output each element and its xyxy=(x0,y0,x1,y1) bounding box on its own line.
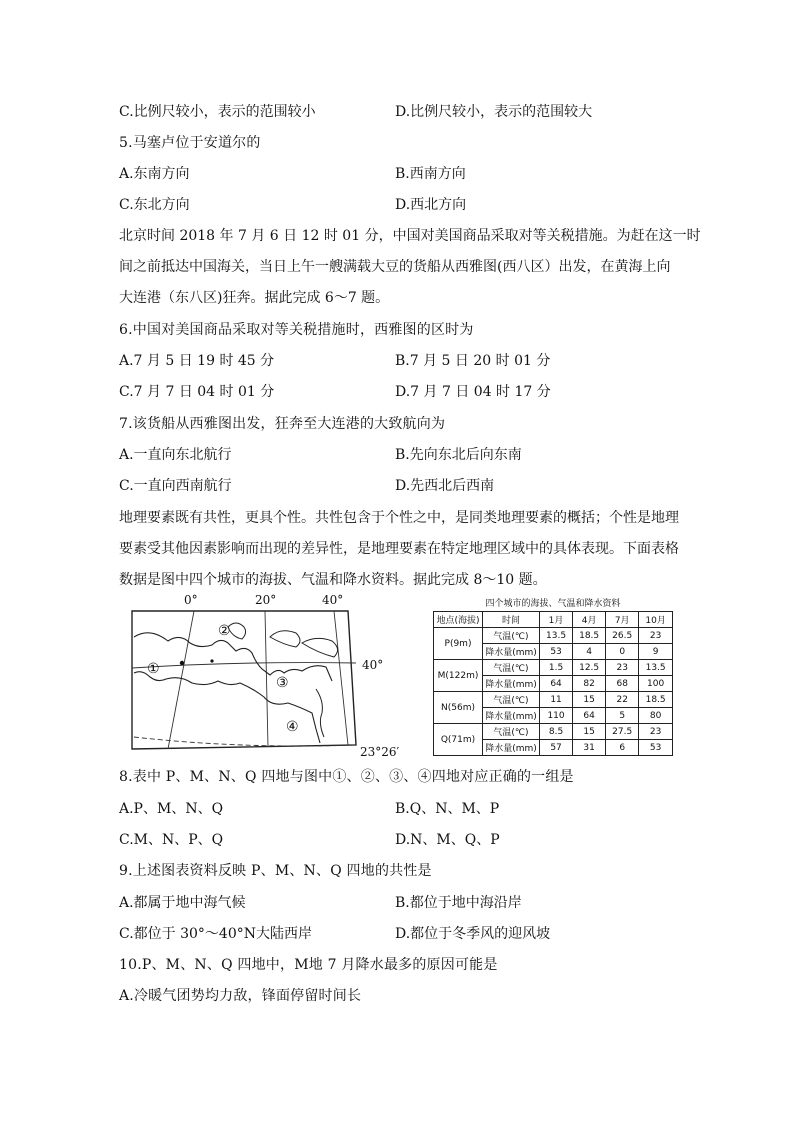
q5-option-a: A.东南方向 xyxy=(119,166,190,182)
row-label: 降水量(mm) xyxy=(483,676,540,692)
table-cell: 18.5 xyxy=(573,628,606,644)
table-cell: 15 xyxy=(573,724,606,740)
table-cell: 11 xyxy=(540,692,573,708)
table-cell: 57 xyxy=(540,740,573,756)
place-cell: N(56m) xyxy=(434,692,483,724)
passage-8-10 xyxy=(119,503,679,596)
row-label: 降水量(mm) xyxy=(483,644,540,660)
q6-option-a: A.7 月 5 日 19 时 45 分 xyxy=(119,353,275,369)
climate-table-block xyxy=(433,598,673,756)
meridian-0 xyxy=(168,611,194,749)
q5-option-c: C.东北方向 xyxy=(119,197,190,213)
row-label: 降水量(mm) xyxy=(483,708,540,724)
table-cell: 68 xyxy=(606,676,639,692)
q9-option-b: B.都位于地中海沿岸 xyxy=(395,895,522,911)
q8-option-d: D.N、M、Q、P xyxy=(395,832,500,848)
q6-option-c: C.7 月 7 日 04 时 01 分 xyxy=(119,384,275,400)
q8-option-a: A.P、M、N、Q xyxy=(119,801,224,817)
table-cell: 80 xyxy=(639,708,673,724)
table-row xyxy=(434,628,673,644)
table-title: 四个城市的海拔、气温和降水资料 xyxy=(485,599,621,609)
q9-option-c: C.都位于 30°～40°N大陆西岸 xyxy=(119,926,312,942)
q7-option-d: D.先西北后西南 xyxy=(395,478,495,494)
header-cell: 地点(海拔) xyxy=(434,612,483,628)
header-cell: 7月 xyxy=(606,612,639,628)
table-cell: 31 xyxy=(573,740,606,756)
map-drawing xyxy=(120,597,420,763)
q4-option-d: D.比例尺较小，表示的范围较大 xyxy=(395,104,593,120)
passage-line: 北京时间 2018 年 7 月 6 日 12 时 01 分，中国对美国商品采取对等关税措施。为赶在这一时 xyxy=(119,228,701,244)
marker-1: ① xyxy=(147,661,160,677)
tropic-line xyxy=(134,737,356,746)
row-label: 气温(℃) xyxy=(483,628,540,644)
passage-line: 要素受其他因素影响而出现的差异性，是地理要素在特定地理区域中的具体表现。下面表格 xyxy=(119,541,679,557)
q9-option-d: D.都位于冬季风的迎风坡 xyxy=(395,926,551,942)
meridian-20 xyxy=(265,611,268,747)
table-cell: 100 xyxy=(639,676,673,692)
q5-option-d: D.西北方向 xyxy=(395,197,467,213)
table-cell: 53 xyxy=(540,644,573,660)
northern-coastline xyxy=(134,633,332,681)
marker-2: ② xyxy=(218,623,231,639)
table-cell: 4 xyxy=(573,644,606,660)
q7-option-a: A.一直向东北航行 xyxy=(119,447,232,463)
table-row xyxy=(434,724,673,740)
place-cell: Q(71m) xyxy=(434,724,483,756)
table-cell: 6 xyxy=(606,740,639,756)
place-cell: P(9m) xyxy=(434,628,483,660)
table-cell: 12.5 xyxy=(573,660,606,676)
q5-stem: 5.马塞卢位于安道尔的 xyxy=(119,135,261,151)
lon-label: 20° xyxy=(255,593,277,607)
table-row xyxy=(434,692,673,708)
balkan-outline xyxy=(270,631,300,647)
q6-stem: 6.中国对美国商品采取对等关税措施时，西雅图的区时为 xyxy=(119,322,474,338)
place-cell: M(122m) xyxy=(434,660,483,692)
table-cell: 1.5 xyxy=(540,660,573,676)
mediterranean-map xyxy=(120,593,420,763)
lon-label: 40° xyxy=(322,593,344,607)
lat-label: 40° xyxy=(362,658,384,672)
table-cell: 8.5 xyxy=(540,724,573,740)
lat-label: 23°26′ xyxy=(360,745,400,759)
table-cell: 18.5 xyxy=(639,692,673,708)
q10-option-a: A.冷暖气团势均力敌，锋面停留时间长 xyxy=(119,988,362,1004)
row-label: 降水量(mm) xyxy=(483,740,540,756)
q6-option-d: D.7 月 7 日 04 时 17 分 xyxy=(395,384,551,400)
table-cell: 9 xyxy=(639,644,673,660)
black-sea-outline xyxy=(302,638,338,657)
climate-table xyxy=(433,611,673,756)
table-row xyxy=(434,660,673,676)
table-cell: 13.5 xyxy=(639,660,673,676)
header-cell: 时间 xyxy=(483,612,540,628)
q8-option-c: C.M、N、P、Q xyxy=(119,832,224,848)
city-dot xyxy=(210,659,213,662)
parallel-40 xyxy=(132,663,356,668)
q8-option-b: B.Q、N、M、P xyxy=(395,801,500,817)
table-cell: 64 xyxy=(573,708,606,724)
alps-outline xyxy=(228,623,246,639)
q8-stem: 8.表中 P、M、N、Q 四地与图中①、②、③、④四地对应正确的一组是 xyxy=(119,769,574,785)
red-sea-outline xyxy=(316,689,324,737)
table-cell: 0 xyxy=(606,644,639,660)
marker-3: ③ xyxy=(276,675,289,691)
q9-stem: 9.上述图表资料反映 P、M、N、Q 四地的共性是 xyxy=(119,863,432,879)
header-cell: 4月 xyxy=(573,612,606,628)
table-cell: 53 xyxy=(639,740,673,756)
table-cell: 13.5 xyxy=(540,628,573,644)
table-cell: 27.5 xyxy=(606,724,639,740)
q9-option-a: A.都属于地中海气候 xyxy=(119,895,246,911)
passage-line: 间之前抵达中国海关，当日上午一艘满载大豆的货船从西雅图(西八区）出发，在黄海上向 xyxy=(119,259,671,275)
row-label: 气温(℃) xyxy=(483,692,540,708)
passage-line: 数据是图中四个城市的海拔、气温和降水资料。据此完成 8～10 题。 xyxy=(119,572,547,588)
passage-line: 大连港（东八区)狂奔。据此完成 6～7 题。 xyxy=(119,290,390,306)
q10-stem: 10.P、M、N、Q 四地中，M地 7 月降水最多的原因可能是 xyxy=(119,957,498,973)
header-cell: 10月 xyxy=(639,612,673,628)
q7-option-b: B.先向东北后向东南 xyxy=(395,447,522,463)
table-cell: 110 xyxy=(540,708,573,724)
header-cell: 1月 xyxy=(540,612,573,628)
lon-label: 0° xyxy=(184,593,198,607)
table-header-row xyxy=(434,612,673,628)
table-cell: 82 xyxy=(573,676,606,692)
table-cell: 64 xyxy=(540,676,573,692)
q6-option-b: B.7 月 5 日 20 时 01 分 xyxy=(395,353,551,369)
city-dot xyxy=(180,661,184,665)
passage-6-7 xyxy=(119,221,701,314)
table-cell: 26.5 xyxy=(606,628,639,644)
table-cell: 23 xyxy=(639,628,673,644)
marker-4: ④ xyxy=(286,719,299,735)
table-cell: 5 xyxy=(606,708,639,724)
q4-option-c: C.比例尺较小，表示的范围较小 xyxy=(119,104,316,120)
q7-option-c: C.一直向西南航行 xyxy=(119,478,232,494)
q7-stem: 7.该货船从西雅图出发，狂奔至大连港的大致航向为 xyxy=(119,416,446,432)
passage-line: 地理要素既有共性，更具个性。共性包含于个性之中，是同类地理要素的概括；个性是地理 xyxy=(119,510,679,526)
q5-option-b: B.西南方向 xyxy=(395,166,466,182)
table-cell: 22 xyxy=(606,692,639,708)
meridian-40 xyxy=(334,611,348,745)
table-cell: 23 xyxy=(606,660,639,676)
map-frame xyxy=(132,611,356,749)
row-label: 气温(℃) xyxy=(483,724,540,740)
table-cell: 23 xyxy=(639,724,673,740)
table-cell: 15 xyxy=(573,692,606,708)
row-label: 气温(℃) xyxy=(483,660,540,676)
